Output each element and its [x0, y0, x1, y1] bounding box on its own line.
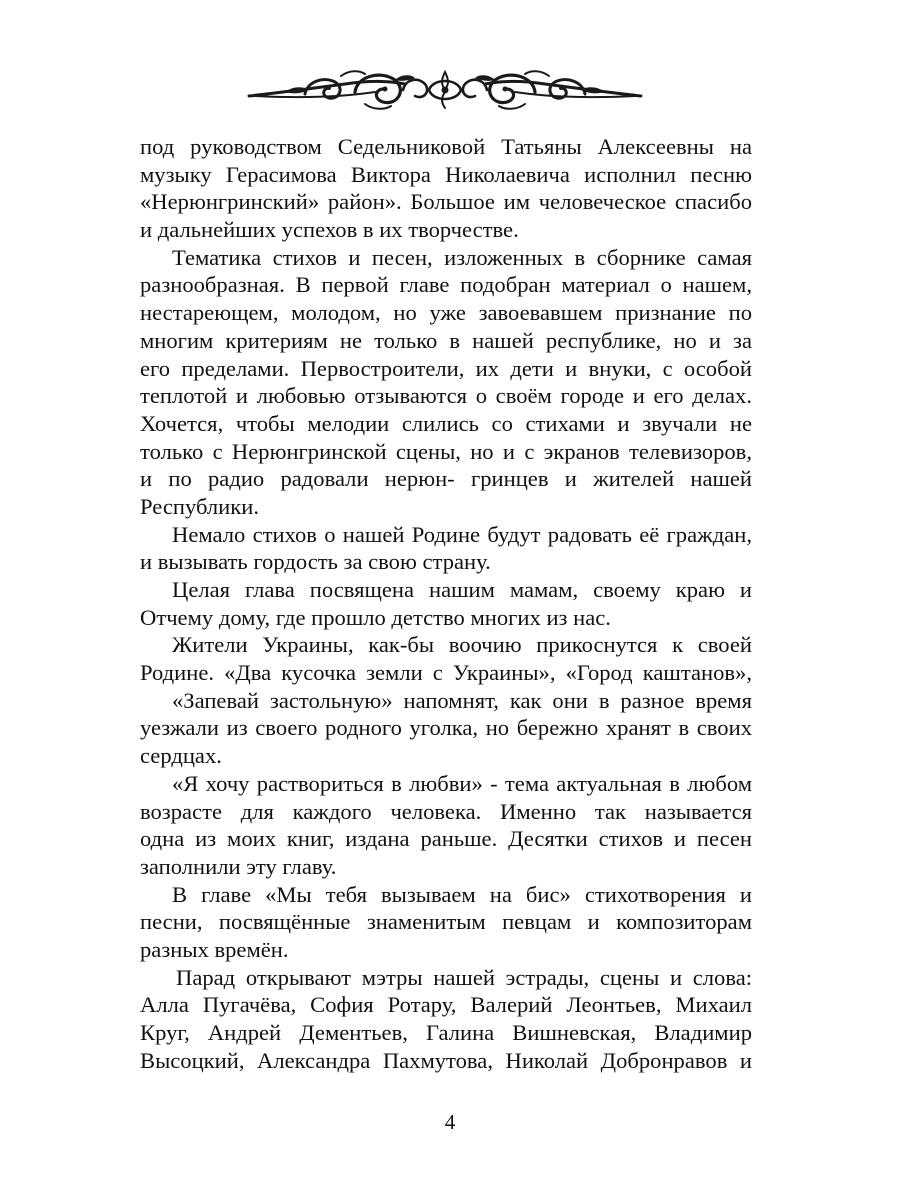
- text-line: песни, посвящённые знаменитым певцам и композиторам: [140, 909, 752, 935]
- text-line: В главе «Мы тебя вызываем на бис» стихотворения и: [172, 881, 752, 907]
- page-number: 4: [444, 1110, 456, 1134]
- text-line: Отчему дому, где прошло детство многих из нас.: [140, 604, 611, 630]
- text-line: «Я хочу раствориться в любви» - тема актуальная в любом: [172, 770, 752, 796]
- text-line: музыку Герасимова Виктора Николаевича исполнил песню: [140, 161, 752, 187]
- text-line: Республики.: [140, 493, 259, 519]
- text-line: его пределами. Первостроители, их дети и внуки, с особой: [140, 355, 752, 381]
- body-text: [140, 133, 752, 1074]
- text-line: нестареющем, молодом, но уже завоевавшем признание по: [140, 300, 752, 326]
- text-line: возрасте для каждого человека. Именно так называется: [140, 798, 752, 824]
- text-line: Тематика стихов и песен, изложенных в сборнике самая: [172, 244, 752, 270]
- text-line: Парад открывают мэтры нашей эстрады, сцены и слова:: [176, 964, 752, 990]
- text-line: сердцах.: [140, 743, 222, 769]
- text-line: заполнили эту главу.: [140, 853, 337, 879]
- text-line: и вызывать гордость за свою страну.: [140, 549, 491, 575]
- baroque-scroll-ornament-icon: [245, 62, 645, 118]
- text-line: и по радио радовали нерюн- гринцев и жителей нашей: [140, 466, 752, 492]
- text-line: Жители Украины, как-бы воочию прикоснутся к своей: [172, 632, 752, 658]
- text-line: только с Нерюнгринской сцены, но и с экранов телевизоров,: [140, 438, 752, 464]
- text-line: многим критериям не только в нашей республике, но и за: [140, 327, 752, 353]
- text-line: Хочется, чтобы мелодии слились со стихами и звучали не: [140, 410, 752, 436]
- text-line: одна из моих книг, издана раньше. Десятки стихов и песен: [140, 826, 752, 852]
- text-line: Немало стихов о нашей Родине будут радовать её граждан,: [172, 521, 752, 547]
- text-line: разнообразная. В первой главе подобран материал о нашем,: [140, 272, 752, 298]
- text-line: Родине. «Два кусочка земли с Украины», «Город каштанов»,: [140, 660, 752, 686]
- text-line: «Запевай застольную» напомнят, как они в разное время: [172, 687, 752, 713]
- text-line: разных времён.: [140, 936, 289, 962]
- text-line: под руководством Седельниковой Татьяны Алексеевны на: [140, 134, 752, 159]
- text-line: Высоцкий, Александра Пахмутова, Николай Добронравов и: [140, 1047, 752, 1073]
- text-line: Алла Пугачёва, София Ротару, Валерий Леонтьев, Михаил: [140, 992, 752, 1018]
- text-line: теплотой и любовью отзываются о своём городе и его делах.: [140, 383, 752, 409]
- text-line: «Нерюнгринский» район». Большое им человеческое спасибо: [140, 189, 752, 215]
- text-line: Круг, Андрей Дементьев, Галина Вишневская, Владимир: [140, 1020, 752, 1045]
- text-line: и дальнейших успехов в их творчестве.: [140, 217, 519, 243]
- text-line: Целая глава посвящена нашим мамам, своему краю и: [172, 577, 752, 602]
- text-line: уезжали из своего родного уголка, но бережно хранят в своих: [140, 715, 752, 741]
